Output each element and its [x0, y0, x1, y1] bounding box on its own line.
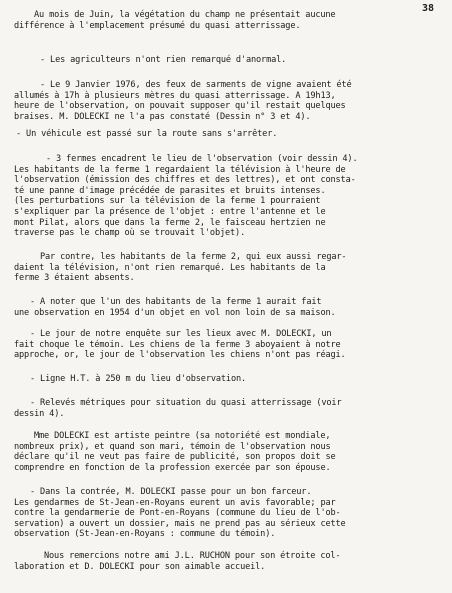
- page-number: 38: [422, 3, 435, 14]
- text-line: - Relevés métriques pour situation du quasi atterrissage (voir: [30, 398, 342, 408]
- text-line: ferme 3 étaient absents.: [14, 273, 135, 284]
- text-line: déclare qu'il ne veut pas faire de publicité, son propos doit se: [14, 452, 336, 463]
- text-line: té une panne d'image précédée de parasites et bruits intenses.: [14, 185, 326, 196]
- text-line: servation) a ouvert un dossier, mais ne prend pas au sérieux cette: [14, 518, 346, 529]
- text-line: - Dans la contrée, M. DOLECKI passe pour un bon farceur.: [30, 487, 312, 497]
- text-line: dessin 4).: [14, 408, 65, 419]
- text-line: comprendre en fonction de la profession exercée par son épouse.: [14, 462, 331, 473]
- text-line: - Le 9 Janvier 1976, des feux de sarments de vigne avaient été: [40, 80, 352, 90]
- text-line: Les gendarmes de St-Jean-en-Royans eurent un avis favorable; par: [14, 497, 336, 508]
- text-line: heure de l'observation, on pouvait supposer qu'il restait quelques: [14, 101, 346, 112]
- text-line: mont Pilat, alors que dans la ferme 2, le faisceau hertzien ne: [14, 217, 326, 228]
- text-line: nombreux prix), et quand son mari, témoin de l'observation nous: [14, 441, 331, 452]
- text-line: daient la télévision, n'ont rien remarqué. Les habitants de la: [14, 262, 326, 273]
- text-line: allumés à 17h à plusieurs mètres du quasi atterrissage. A 19h13,: [14, 90, 336, 101]
- text-line: Par contre, les habitants de la ferme 2, qui eux aussi regar-: [40, 252, 347, 262]
- text-line: observation (St-Jean-en-Royans : commune du témoin).: [14, 529, 276, 540]
- text-line: braises. M. DOLECKI ne l'a pas constaté (Dessin n° 3 et 4).: [14, 111, 311, 122]
- text-line: laboration et D. DOLECKI pour son aimable accueil.: [14, 561, 266, 572]
- text-line: - Les agriculteurs n'ont rien remarqué d'anormal.: [40, 55, 287, 65]
- text-line: - Un véhicule est passé sur la route sans s'arrêter.: [16, 129, 278, 139]
- text-line: - Le jour de notre enquête sur les lieux avec M. DOLECKI, un: [30, 329, 332, 339]
- text-line: Mme DOLECKI est artiste peintre (sa notoriété est mondiale,: [34, 431, 331, 441]
- text-line: traverse pas le champ où se trouvait l'objet).: [14, 228, 246, 239]
- text-line: une observation en 1954 d'un objet en vol non loin de sa maison.: [14, 307, 336, 318]
- text-line: différence à l'emplacement présumé du quasi atterrissage.: [14, 20, 301, 31]
- text-line: Au mois de Juin, la végétation du champ ne présentait aucune: [34, 10, 336, 20]
- text-line: - Ligne H.T. à 250 m du lieu d'observation.: [30, 374, 247, 384]
- text-line: fait choque le témoin. Les chiens de la ferme 3 aboyaient à notre: [14, 339, 341, 350]
- text-line: contre la gendarmerie de Pont-en-Royans (commune du lieu de l'ob-: [14, 508, 341, 519]
- text-line: l'observation (émission des chiffres et des lettres), et ont consta-: [14, 175, 356, 186]
- text-line: - 3 fermes encadrent le lieu de l'observation (voir dessin 4).: [46, 154, 358, 164]
- text-line: (les perturbations sur la télévision de la ferme 1 pourraient: [14, 196, 321, 207]
- text-line: Les habitants de la ferme 1 regardaient la télévision à l'heure de: [14, 164, 346, 175]
- text-line: s'expliquer par la présence de l'objet : entre l'antenne et le: [14, 207, 326, 217]
- text-line: Nous remercions notre ami J.L. RUCHON pour son étroite col-: [44, 551, 341, 561]
- text-line: - A noter que l'un des habitants de la ferme 1 aurait fait: [30, 297, 322, 307]
- text-line: approche, or, le jour de l'observation les chiens n'ont pas réagi.: [14, 350, 346, 361]
